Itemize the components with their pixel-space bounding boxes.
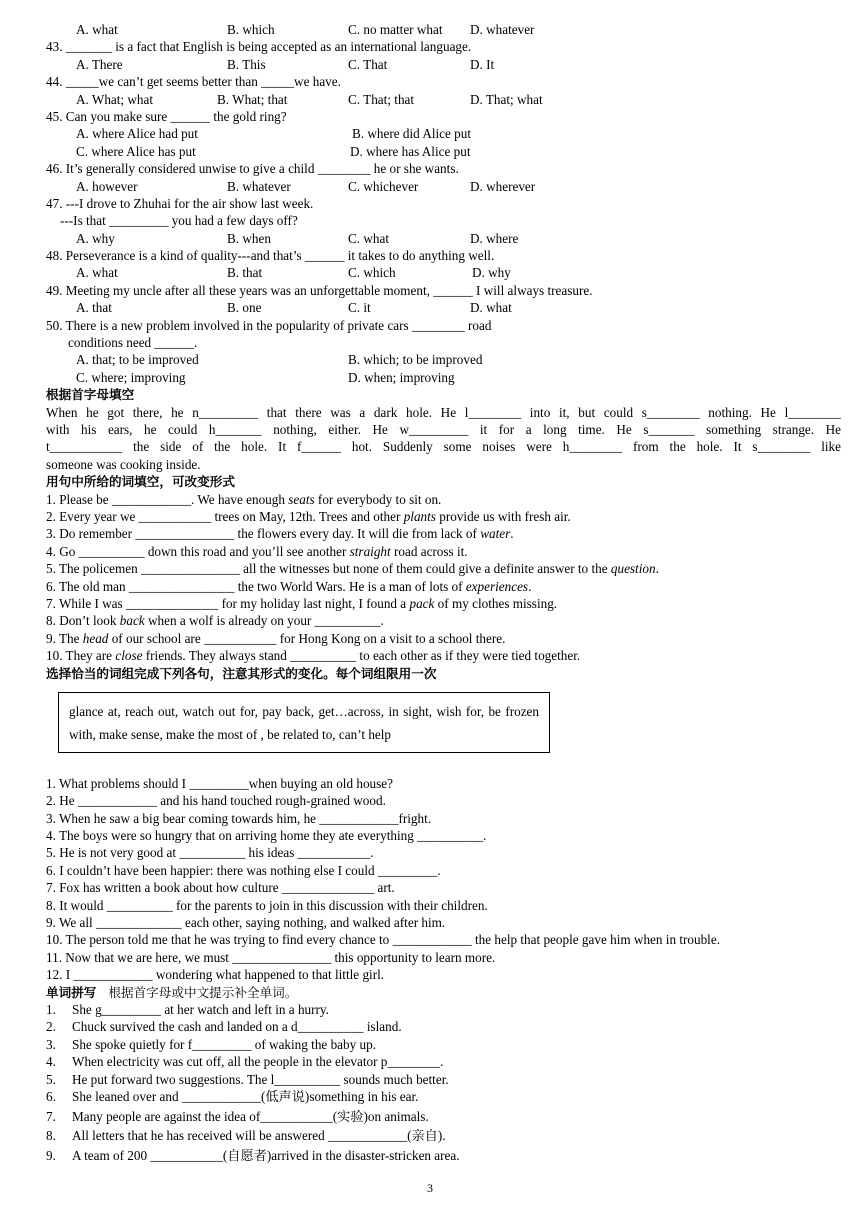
item-text: Chuck survived the cash and landed on a d__________ island. (72, 1019, 402, 1035)
item-text: She g_________ at her watch and left in a hurry. (72, 1001, 329, 1017)
option-row (46, 56, 841, 73)
exercise-item (46, 630, 841, 647)
item-text: road across it. (390, 543, 468, 559)
item-text: She spoke quietly for f_________ of waking the baby up. (72, 1036, 376, 1052)
option-row (46, 351, 841, 368)
item-text: of our school are ___________ for Hong Kong on a visit to a school there. (108, 630, 506, 646)
question-stem: 49. Meeting my uncle after all these years was an unforgettable moment, ______ I will always treasure. (46, 282, 593, 298)
answer-option: D. That; what (470, 91, 543, 107)
answer-option: C. it (348, 300, 371, 316)
answer-option: D. where has Alice put (350, 143, 471, 159)
item-number: 6. (46, 1088, 56, 1104)
exercise-item: 3. When he saw a big bear coming towards him, he ____________fright. (46, 810, 432, 826)
item-number: 8. (46, 1128, 56, 1144)
exercise-item: 1. What problems should I _________when buying an old house? (46, 775, 393, 791)
exercise-item (46, 612, 841, 629)
answer-option: C. That (348, 56, 388, 72)
answer-option: B. where did Alice put (352, 126, 472, 142)
item-number: 1. (46, 1001, 56, 1017)
exercise-item (46, 525, 841, 542)
item-text: . (528, 578, 532, 594)
hint-word: back (119, 613, 145, 629)
item-text: when a wolf is already on your __________. (144, 613, 384, 629)
option-row (46, 143, 841, 160)
item-text: He put forward two suggestions. The l__________ sounds much better. (72, 1071, 449, 1087)
exercise-item (46, 578, 841, 595)
hint-word: experiences (465, 578, 529, 594)
exercise-item: 6. I couldn’t have been happier: there was nothing else I could _________. (46, 862, 441, 878)
phrase-box: glance at, reach out, watch out for, pay back, get…across, in sight, wish for, be frozen with, make sense, make the most of , be related to, can’t help (58, 692, 550, 753)
answer-option: D. why (472, 265, 511, 281)
item-number: 2. (46, 1019, 56, 1035)
answer-option: B. What; that (217, 91, 288, 107)
answer-option: D. wherever (470, 178, 536, 194)
exercise-item: 10. The person told me that he was trying to find every chance to ____________ the help that people gave him when in trouble. (46, 932, 720, 948)
item-text: 5. The policemen _______________ all the witnesses but none of them could give a definite answer to the (46, 561, 611, 577)
item-text: 1. Please be ____________. We have enough (46, 491, 289, 507)
option-row (46, 125, 841, 142)
exercise-item: 2. He ____________ and his hand touched rough-grained wood. (46, 793, 386, 809)
spelling-item (46, 1147, 841, 1167)
question-stem: 46. It’s generally considered unwise to give a child ________ he or she wants. (46, 161, 459, 177)
answer-option: D. whatever (470, 22, 535, 37)
section-heading: 根据首字母填空 (46, 387, 135, 403)
answer-option: A. however (76, 178, 138, 194)
exercise-item: 4. The boys were so hungry that on arriving home they ate everything __________. (46, 828, 487, 844)
answer-option: B. This (227, 56, 266, 72)
exercise-item (46, 508, 841, 525)
spelling-item (46, 1036, 841, 1053)
answer-option: C. no matter what (348, 22, 443, 37)
answer-option: B. one (227, 300, 262, 316)
answer-option: D. when; improving (348, 369, 455, 385)
item-text: provide us with fresh air. (435, 509, 571, 524)
exercise-item: 7. Fox has written a book about how culture ______________ art. (46, 880, 395, 896)
worksheet-page (46, 21, 841, 1166)
option-row (46, 21, 841, 38)
answer-option: B. which (227, 22, 275, 37)
exercise-item: 11. Now that we are here, we must _______________ this opportunity to learn more. (46, 949, 496, 965)
exercise-item: 12. I ____________ wondering what happened to that little girl. (46, 967, 385, 983)
item-text: 7. While I was ______________ for my holiday last night, I found a (46, 595, 410, 611)
question-stem: 44. _____we can’t get seems better than _____we have. (46, 74, 341, 90)
item-text: 8. Don’t look (46, 613, 120, 629)
answer-option: A. that (76, 300, 112, 316)
item-text: She leaned over and ____________(低声说)something in his ear. (72, 1088, 419, 1104)
spelling-item (46, 1071, 841, 1088)
answer-option: C. which (348, 265, 396, 281)
passage-line: When he got there, he n_________ that there was a dark hole. He l________ into it, but could s________ nothing. He l________ (46, 404, 841, 420)
answer-option: A. where Alice had put (76, 126, 198, 142)
answer-option: C. where; improving (76, 369, 186, 385)
hint-word: pack (409, 595, 435, 611)
spelling-item (46, 1108, 841, 1128)
item-text: 10. They are (46, 648, 116, 664)
passage-line: someone was cooking inside. (46, 456, 201, 472)
option-row (46, 299, 841, 316)
item-text: 6. The old man ________________ the two World Wars. He is a man of lots of (46, 578, 466, 594)
question-stem: 43. _______ is a fact that English is being accepted as an international language. (46, 39, 472, 55)
exercise-item (46, 491, 841, 508)
item-text: . (510, 526, 514, 542)
answer-option: B. when (227, 230, 271, 246)
passage-line: t___________ the side of the hole. It f______ hot. Suddenly some noises were h________ from the hole. It s________ like (46, 439, 841, 455)
answer-option: B. that (227, 265, 263, 281)
item-text: 4. Go __________ down this road and you’ll see another (46, 543, 350, 559)
section-heading: 选择恰当的词组完成下列各句，注意其形式的变化。每个词组限用一次 (46, 665, 437, 681)
hint-word: seats (288, 491, 315, 507)
item-text: A team of 200 ___________(自愿者)arrived in the disaster-stricken area. (72, 1147, 460, 1163)
answer-option: A. what (76, 265, 118, 281)
option-row (46, 178, 841, 195)
option-row (46, 264, 841, 281)
item-text: Many people are against the idea of___________(实验)on animals. (72, 1108, 429, 1124)
answer-option: D. It (470, 56, 495, 72)
hint-word: plants (403, 509, 436, 524)
option-row (46, 91, 841, 108)
item-text: When electricity was cut off, all the people in the elevator p________. (72, 1054, 444, 1070)
item-number: 3. (46, 1036, 56, 1052)
answer-option: A. that; to be improved (76, 352, 199, 368)
page-number: 3 (427, 1181, 433, 1195)
option-row (46, 230, 841, 247)
option-row (46, 369, 841, 386)
item-text: friends. They always stand __________ to each other as if they were tied together. (142, 648, 581, 664)
item-number: 7. (46, 1108, 56, 1124)
hint-word: straight (349, 543, 391, 559)
answer-option: C. what (348, 230, 390, 246)
answer-option: B. which; to be improved (348, 352, 483, 368)
item-number: 5. (46, 1071, 56, 1087)
item-text: All letters that he has received will be answered ____________(亲自). (72, 1128, 446, 1144)
answer-option: B. whatever (227, 178, 291, 194)
answer-option: A. What; what (76, 91, 154, 107)
question-stem: 50. There is a new problem involved in the popularity of private cars ________ road (46, 317, 492, 333)
item-number: 9. (46, 1147, 56, 1163)
spelling-item (46, 1018, 841, 1035)
answer-option: A. why (76, 230, 115, 246)
question-stem: 47. ---I drove to Zhuhai for the air show last week. (46, 195, 314, 211)
item-text: for everybody to sit on. (314, 491, 442, 507)
hint-word: question (610, 561, 656, 577)
spelling-item (46, 1001, 841, 1018)
exercise-item: 5. He is not very good at __________ his ideas ___________. (46, 845, 374, 861)
exercise-item (46, 543, 841, 560)
section-heading (46, 984, 841, 1001)
question-stem: ---Is that _________ you had a few days off? (60, 213, 298, 229)
answer-option: A. There (76, 56, 123, 72)
exercise-item: 9. We all _____________ each other, saying nothing, and walked after him. (46, 915, 446, 931)
heading-title: 单词拼写 (46, 984, 97, 1000)
hint-word: water (480, 526, 511, 542)
exercise-item (46, 595, 841, 612)
answer-option: C. where Alice has put (76, 143, 196, 159)
item-text: . (655, 561, 659, 577)
question-stem: 48. Perseverance is a kind of quality---and that’s ______ it takes to do anything well. (46, 248, 495, 264)
item-text: of my clothes missing. (434, 595, 558, 611)
hint-word: head (82, 630, 109, 646)
exercise-item: 8. It would __________ for the parents to join in this discussion with their children. (46, 897, 488, 913)
exercise-item (46, 647, 841, 664)
item-text: 2. Every year we ___________ trees on May, 12th. Trees and other (46, 509, 404, 524)
answer-option: D. where (470, 230, 519, 246)
answer-option: C. whichever (348, 178, 419, 194)
heading-subtitle: 根据首字母或中文提示补全单词。 (108, 984, 298, 1000)
answer-option: D. what (470, 300, 512, 316)
spelling-item (46, 1053, 841, 1070)
answer-option: A. what (76, 22, 118, 37)
spelling-item (46, 1088, 841, 1108)
question-stem: conditions need ______. (68, 335, 198, 351)
spelling-item (46, 1127, 841, 1147)
item-text: 9. The (46, 630, 83, 646)
passage-line: with his ears, he could h_______ nothing, either. He w_________ it for a long time. He s_______ something strange. He (46, 422, 841, 437)
question-stem: 45. Can you make sure ______ the gold ring? (46, 108, 287, 124)
hint-word: close (115, 648, 143, 664)
answer-option: C. That; that (348, 91, 415, 107)
exercise-item (46, 560, 841, 577)
section-heading: 用句中所给的词填空，可改变形式 (46, 474, 235, 490)
item-text: 3. Do remember _______________ the flowers every day. It will die from lack of (46, 526, 481, 542)
item-number: 4. (46, 1054, 56, 1070)
